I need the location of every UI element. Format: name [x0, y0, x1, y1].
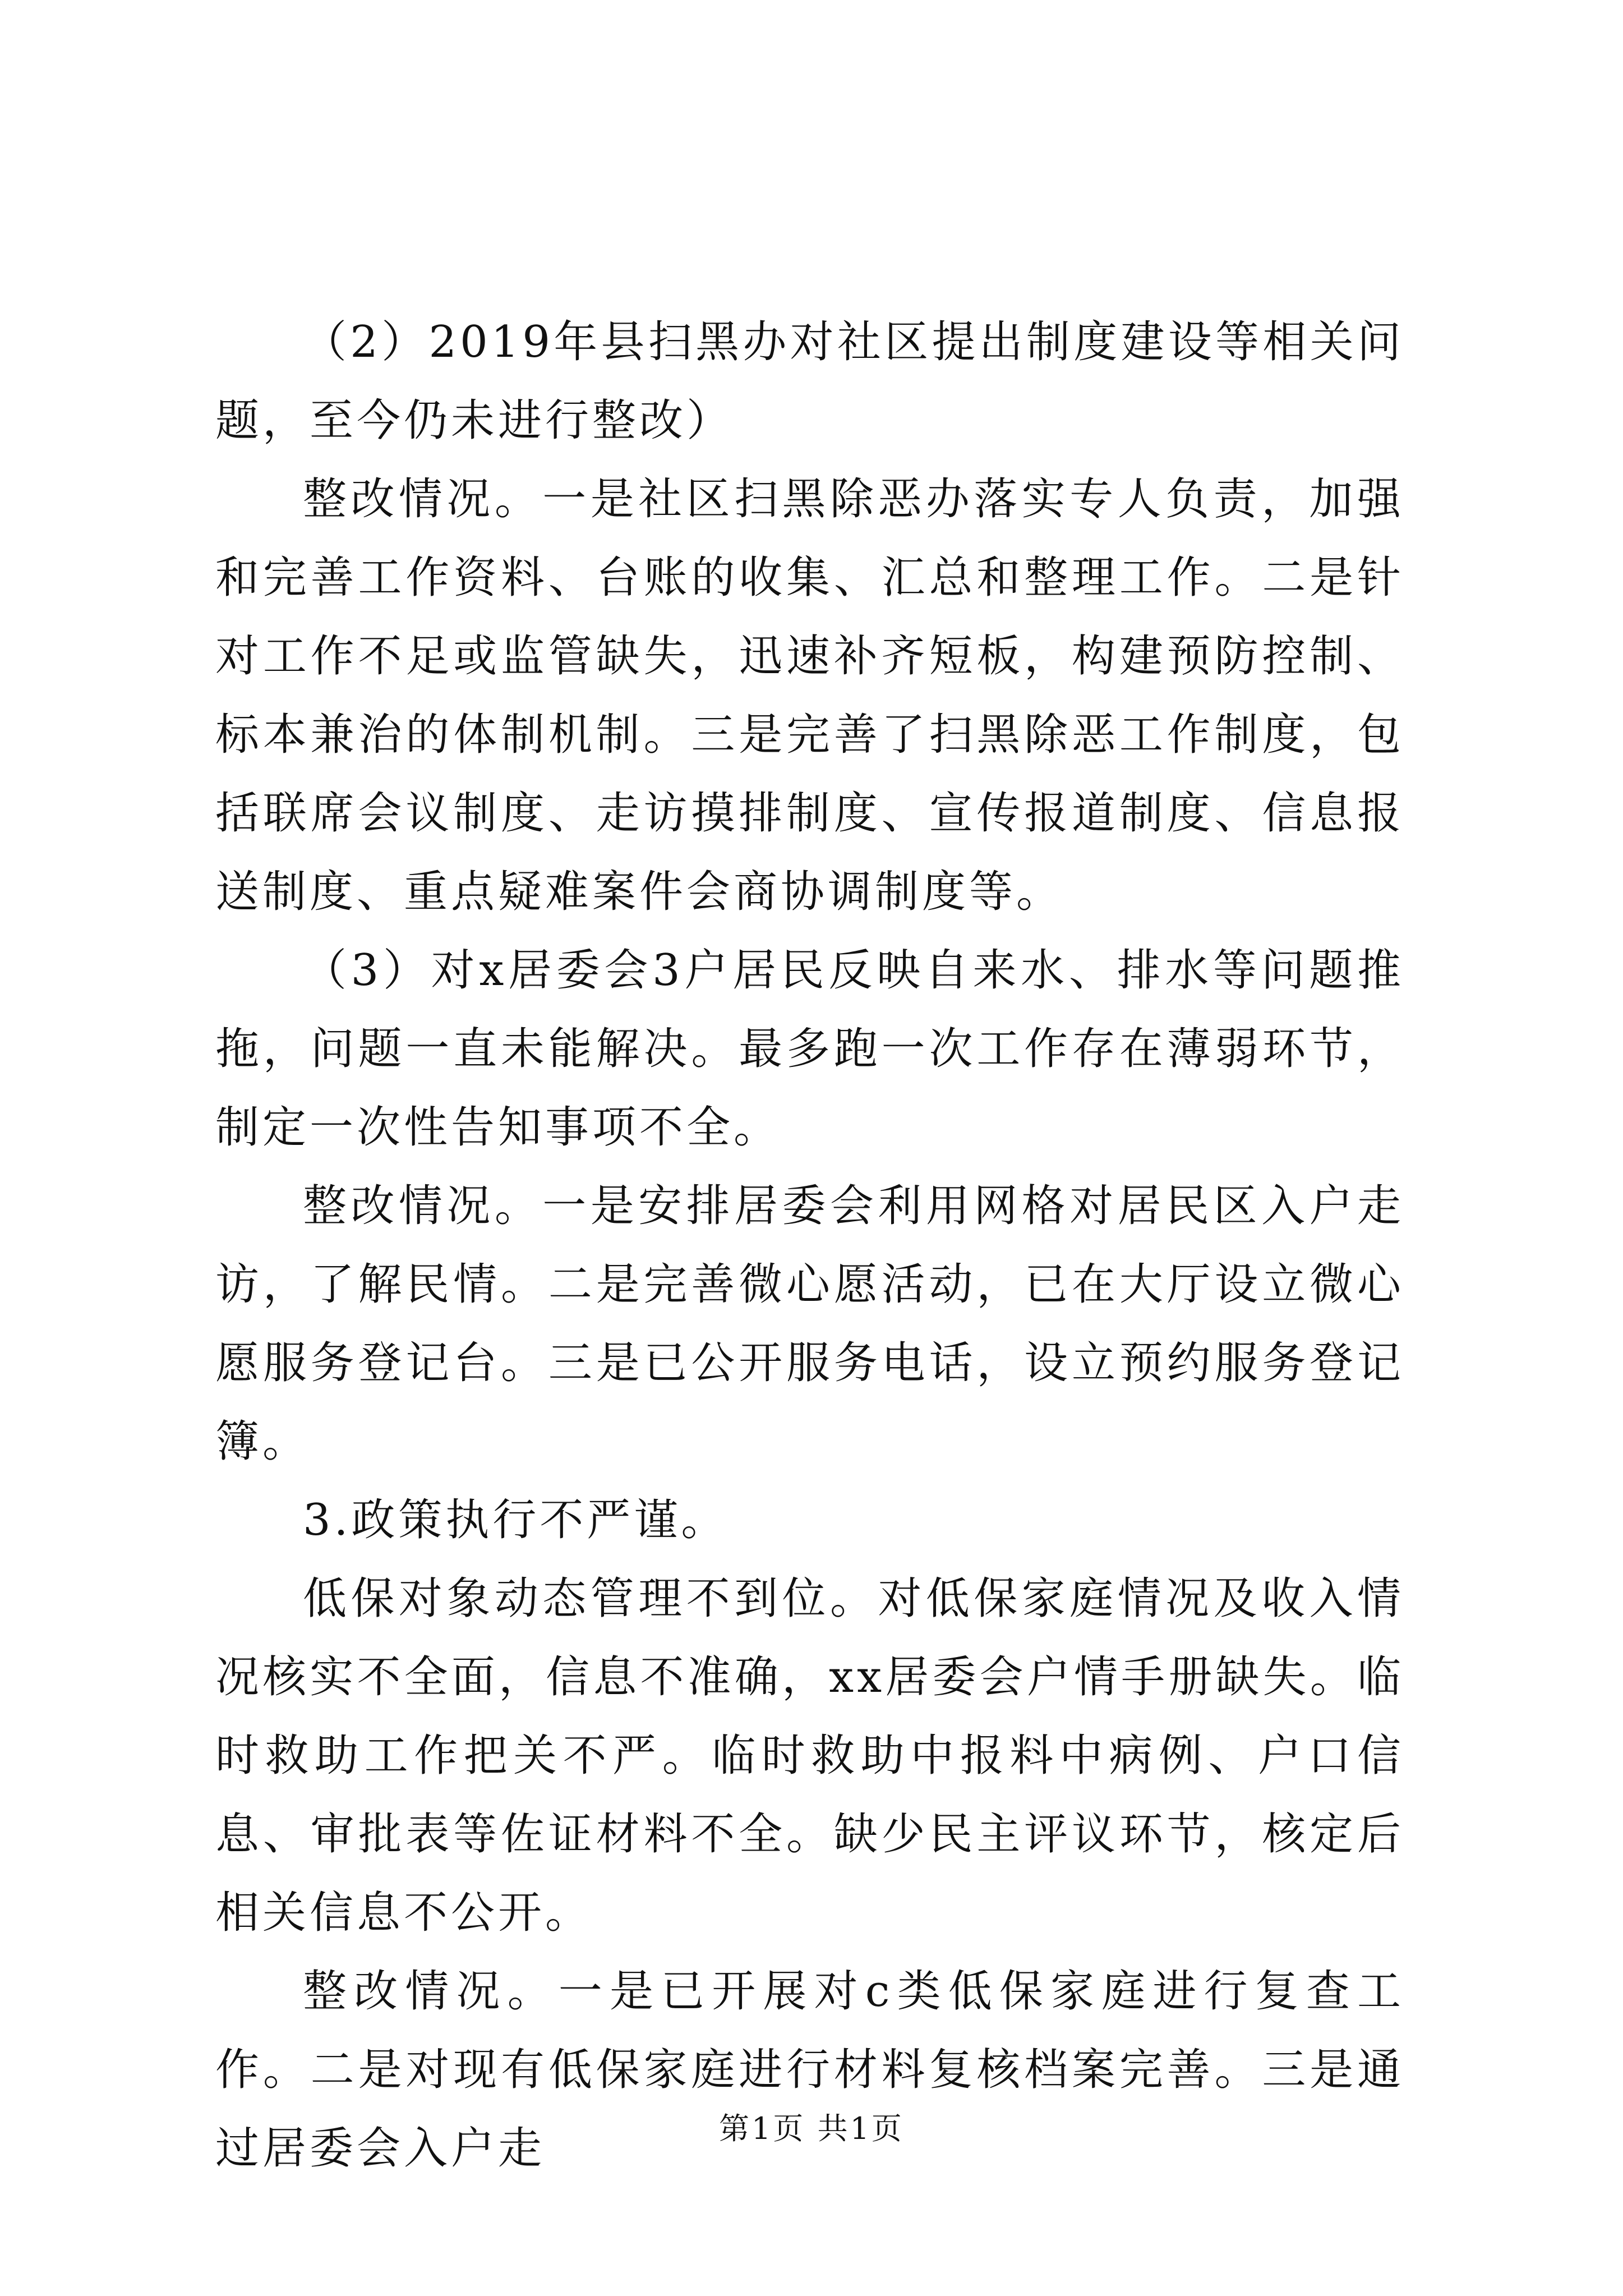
- document-body: [215, 303, 1404, 2188]
- section-heading-policy: 3.政策执行不严谨。: [303, 1495, 728, 1545]
- paragraph-item-3-heading: （3）对x居委会3户居民反映自来水、排水等问题推拖，问题一直未能解决。最多跑一次工作存在薄弱环节，制定一次性告知事项不全。: [215, 945, 1404, 1153]
- page-footer: 第1页 共1页: [719, 2111, 904, 2146]
- paragraph-rectification-3: 整改情况。一是已开展对c类低保家庭进行复查工作。二是对现有低保家庭进行材料复核档案完善。三是通过居委会入户走: [215, 1966, 1404, 2174]
- paragraph-rectification-2: 整改情况。一是安排居委会利用网格对居民区入户走访，了解民情。二是完善微心愿活动，已在大厅设立微心愿服务登记台。三是已公开服务电话，设立预约服务登记簿。: [215, 1181, 1404, 1467]
- paragraph-item-2-heading: （2）2019年县扫黑办对社区提出制度建设等相关问题，至今仍未进行整改）: [215, 317, 1404, 446]
- paragraph-low-income-issues: 低保对象动态管理不到位。对低保家庭情况及收入情况核实不全面，信息不准确，xx居委会户情手册缺失。临时救助工作把关不严。临时救助中报料中病例、户口信息、审批表等佐证材料不全。缺少民主评议环节，核定后相关信息不公开。: [215, 1573, 1404, 1938]
- paragraph-rectification-1: 整改情况。一是社区扫黑除恶办落实专人负责，加强和完善工作资料、台账的收集、汇总和整理工作。二是针对工作不足或监管缺失，迅速补齐短板，构建预防控制、标本兼治的体制机制。三是完善了扫黑除恶工作制度，包括联席会议制度、走访摸排制度、宣传报道制度、信息报送制度、重点疑难案件会商协调制度等。: [215, 474, 1404, 917]
